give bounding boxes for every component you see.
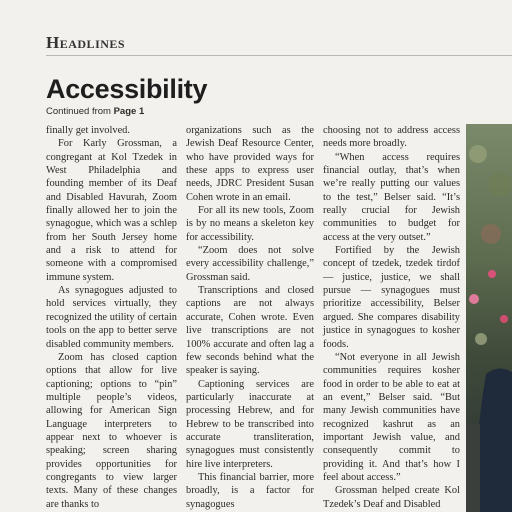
paragraph: choosing not to address access needs more broadly. xyxy=(323,125,460,150)
paragraph: “When access requires financial outlay, that’s when we’re really putting our values to the test,” Belser said. “It’s really crucial for Jewish communities to budget for access at the very outset.” xyxy=(323,151,460,243)
paragraph: Fortified by the Jewish concept of tzedek, tzedek tirdof — justice, justice, we shall pursue — synagogues must prioritize accessibility, Belser argued. She compares disability justice in synagogues to kosher foods. xyxy=(323,245,460,350)
page-title: Accessibility xyxy=(46,74,208,104)
paragraph: organizations such as the Jewish Deaf Resource Center, who have provided ways for these apps to express user needs, JDRC President Susan Cohen wrote in an email. xyxy=(186,125,314,203)
article-column-2 xyxy=(186,124,314,511)
paragraph: Captioning services are particularly inaccurate at processing Hebrew, and for Hebrew to be transcribed into accurate transliteration, synagogues must consistently hire live interpreters. xyxy=(186,378,314,470)
continued-prefix: Continued from xyxy=(46,106,114,117)
article-column-3 xyxy=(323,124,460,511)
paragraph: Zoom has closed caption options that allow for live captioning; options to “pin” multiple people’s videos, allowing for American Sign Language interpreters to appear next to whoever is speaking; screen sharing provides opportunities for congregants to view larger texts. Many of these changes are thanks to xyxy=(46,351,177,510)
paragraph: finally get involved. xyxy=(46,125,130,136)
paragraph: Grossman helped create Kol Tzedek’s Deaf and Disabled xyxy=(323,485,460,510)
continued-note xyxy=(46,106,144,117)
section-title: Headlines xyxy=(46,33,126,52)
paragraph: “Zoom does not solve every accessibility challenge,” Grossman said. xyxy=(186,245,314,283)
paragraph: This financial barrier, more broadly, is a factor for synagogues xyxy=(186,471,314,510)
paragraph: “Not everyone in all Jewish communities requires kosher food in order to be able to eat at an event,” Belser said. “But many Jewish communities have recognized kashrut as an important Jewish value, and consequently commit to providing it. And that’s how I feel about access.” xyxy=(323,351,460,483)
paragraph: As synagogues adjusted to hold services virtually, they recognized the utility of certain tools on the app to better serve disabled community members. xyxy=(46,285,177,350)
paragraph: Transcriptions and closed captions are not always accurate, Cohen wrote. Even live transcriptions are not 100% accurate and often lag a few seconds behind what the speaker is saying. xyxy=(186,285,314,377)
article-column-1 xyxy=(46,124,177,511)
continued-page: Page 1 xyxy=(113,106,145,117)
paragraph: For Karly Grossman, a congregant at Kol Tzedek in West Philadelphia and founding member of its Deaf and Disabled Havurah, Zoom finally allowed her to join the synagogue, which was a schlep from her South Jersey home and a risk to attend for someone with a compromised immune system. xyxy=(46,138,177,283)
article-photo xyxy=(466,124,512,512)
paragraph: For all its new tools, Zoom is by no means a skeleton key for accessibility. xyxy=(186,205,314,243)
section-divider xyxy=(46,55,512,56)
